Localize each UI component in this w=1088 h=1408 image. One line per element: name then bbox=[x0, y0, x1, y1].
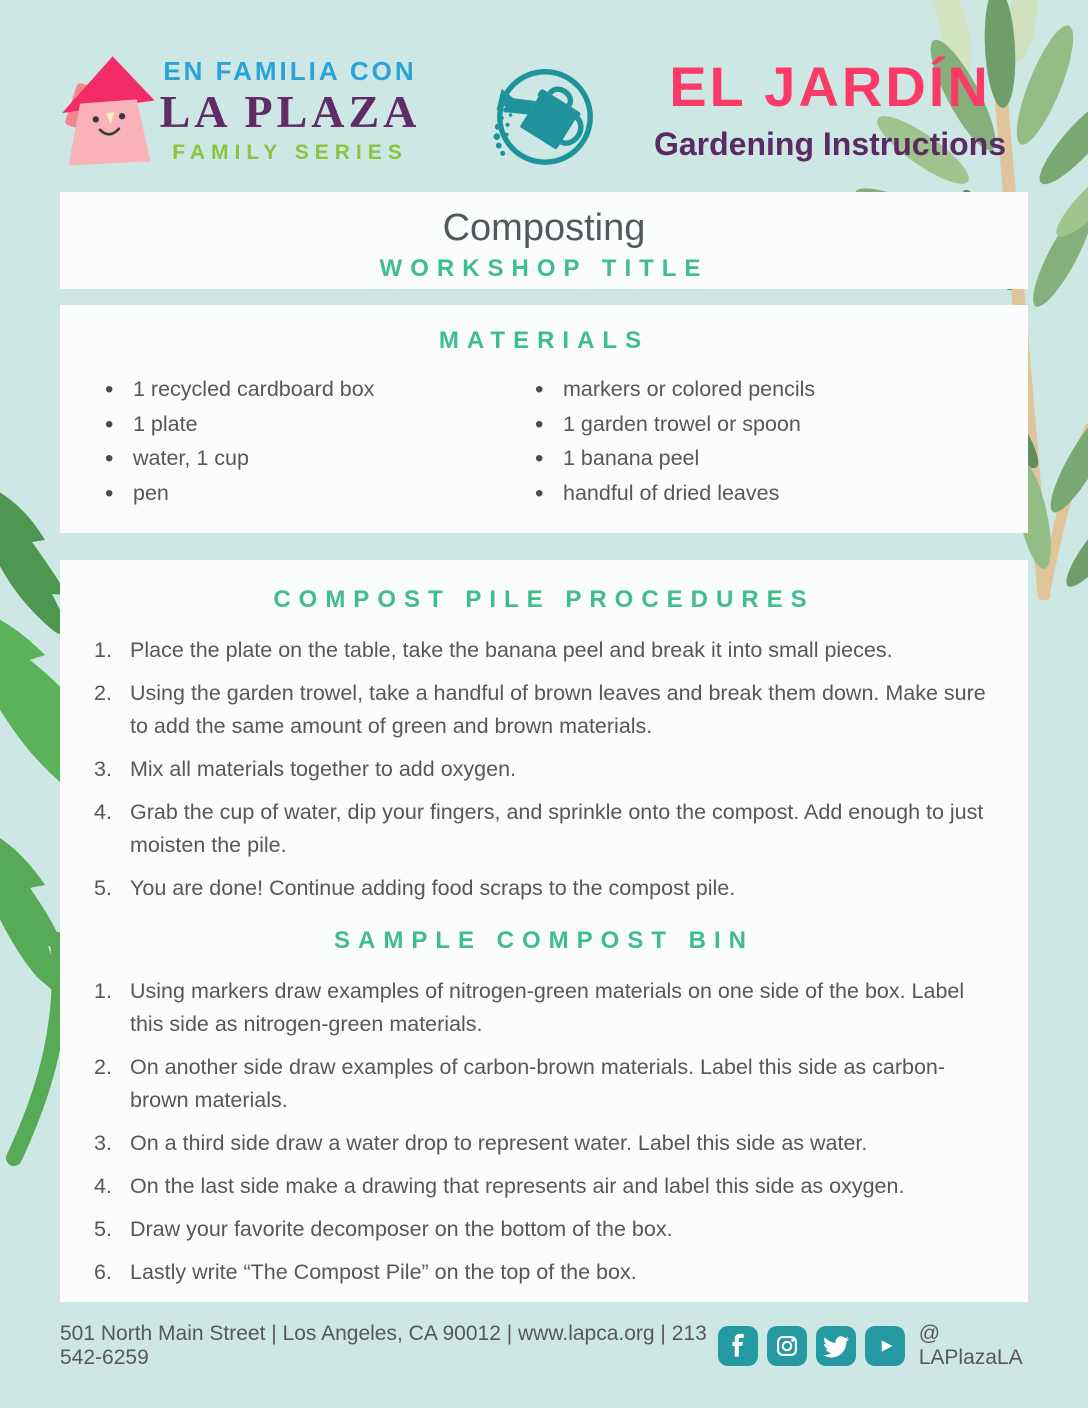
material-item: water, 1 cup bbox=[133, 446, 249, 470]
bullet-icon bbox=[535, 373, 563, 408]
step-text: On another side draw examples of carbon-brown materials. Label this side as carbon-brown materials. bbox=[130, 1055, 946, 1112]
material-item: handful of dried leaves bbox=[563, 480, 780, 505]
list-item bbox=[105, 477, 535, 512]
brand-series-kicker: EN FAMILIA CON bbox=[163, 56, 417, 86]
twitter-icon bbox=[816, 1326, 856, 1366]
list-item bbox=[105, 373, 535, 408]
material-item: markers or colored pencils bbox=[563, 377, 816, 401]
list-item bbox=[94, 975, 1000, 1041]
materials-column-2 bbox=[535, 373, 995, 511]
bullet-icon bbox=[105, 408, 133, 443]
material-item: 1 banana peel bbox=[563, 446, 700, 470]
materials-columns bbox=[60, 373, 1028, 511]
list-item bbox=[94, 1213, 1000, 1246]
brand-lockup bbox=[142, 56, 438, 165]
material-item: 1 recycled cardboard box bbox=[133, 377, 375, 401]
list-item bbox=[94, 796, 1000, 862]
step-text: On the last side make a drawing that represents air and label this side as oxygen. bbox=[130, 1174, 905, 1198]
social-handle: @ LAPlazaLA bbox=[918, 1322, 1023, 1369]
social-icons bbox=[718, 1326, 905, 1366]
list-item bbox=[94, 753, 1000, 786]
step-text: Grab the cup of water, dip your fingers, and sprinkle onto the compost. Add enough to just moisten the pile. bbox=[130, 800, 984, 857]
contact-info: 501 North Main Street | Los Angeles, CA 90012 | www.lapca.org | 213 542-6259 bbox=[60, 1322, 707, 1369]
list-item bbox=[94, 872, 1000, 905]
list-item bbox=[94, 1051, 1000, 1117]
instagram-icon bbox=[767, 1326, 807, 1366]
flyer-subtitle: Gardening Instructions bbox=[653, 126, 1007, 162]
brand-la-plaza-logo: LA PLAZA bbox=[159, 86, 421, 137]
facebook-icon bbox=[718, 1326, 758, 1366]
step-number: 2. bbox=[94, 681, 112, 705]
flyer-title-block bbox=[620, 56, 1040, 163]
workshop-title-card bbox=[60, 192, 1028, 289]
step-number: 3. bbox=[94, 1131, 112, 1155]
list-item bbox=[105, 442, 535, 477]
list-item bbox=[94, 634, 1000, 667]
youtube-icon bbox=[865, 1326, 905, 1366]
step-number: 1. bbox=[94, 638, 112, 662]
header bbox=[0, 0, 1088, 192]
workshop-title-label: WORKSHOP TITLE bbox=[379, 255, 709, 282]
bullet-icon bbox=[535, 442, 563, 477]
list-item bbox=[535, 373, 995, 408]
bullet-icon bbox=[535, 477, 563, 512]
step-number: 5. bbox=[94, 1217, 112, 1241]
watering-can-icon bbox=[486, 56, 604, 176]
materials-heading: MATERIALS bbox=[438, 327, 650, 354]
step-text: Mix all materials together to add oxygen. bbox=[130, 757, 517, 781]
step-number: 1. bbox=[94, 979, 112, 1003]
list-item bbox=[94, 1256, 1000, 1289]
bullet-icon bbox=[535, 408, 563, 443]
footer bbox=[60, 1322, 1035, 1370]
step-text: On a third side draw a water drop to represent water. Label this side as water. bbox=[130, 1131, 868, 1155]
list-item bbox=[94, 1170, 1000, 1203]
instructions-card bbox=[60, 560, 1028, 1302]
material-item: 1 plate bbox=[133, 411, 198, 436]
list-item bbox=[535, 477, 995, 512]
step-number: 2. bbox=[94, 1055, 112, 1079]
material-item: 1 garden trowel or spoon bbox=[563, 411, 801, 436]
brand-family-series: FAMILY SERIES bbox=[172, 141, 408, 164]
step-number: 4. bbox=[94, 800, 112, 824]
step-text: Lastly write “The Compost Pile” on the top of the box. bbox=[130, 1260, 637, 1284]
procedures-list bbox=[94, 634, 1000, 905]
list-item bbox=[105, 408, 535, 443]
step-text: Place the plate on the table, take the banana peel and break it into small pieces. bbox=[130, 638, 893, 662]
step-number: 5. bbox=[94, 876, 112, 900]
step-text: You are done! Continue adding food scraps to the compost pile. bbox=[130, 876, 736, 900]
step-number: 4. bbox=[94, 1174, 112, 1198]
list-item bbox=[94, 1127, 1000, 1160]
sample-bin-heading: SAMPLE COMPOST BIN bbox=[333, 927, 754, 954]
flyer-title: EL JARDÍN bbox=[669, 55, 991, 118]
list-item bbox=[535, 442, 995, 477]
materials-card bbox=[60, 305, 1028, 533]
step-text: Using the garden trowel, take a handful of brown leaves and break them down. Make sure to add the same amount of green and brown materials. bbox=[130, 681, 986, 738]
procedures-heading: COMPOST PILE PROCEDURES bbox=[273, 586, 815, 613]
workshop-title: Composting bbox=[442, 207, 646, 249]
step-text: Draw your favorite decomposer on the bottom of the box. bbox=[130, 1217, 673, 1241]
step-number: 3. bbox=[94, 757, 112, 781]
sample-bin-list bbox=[94, 975, 1000, 1289]
material-item: pen bbox=[133, 480, 169, 505]
list-item bbox=[535, 408, 995, 443]
list-item bbox=[94, 677, 1000, 743]
step-text: Using markers draw examples of nitrogen-green materials on one side of the box. Label this side as nitrogen-green materials. bbox=[130, 979, 965, 1036]
bullet-icon bbox=[105, 477, 133, 512]
step-number: 6. bbox=[94, 1260, 112, 1284]
bullet-icon bbox=[105, 373, 133, 408]
materials-column-1 bbox=[105, 373, 535, 511]
bullet-icon bbox=[105, 442, 133, 477]
